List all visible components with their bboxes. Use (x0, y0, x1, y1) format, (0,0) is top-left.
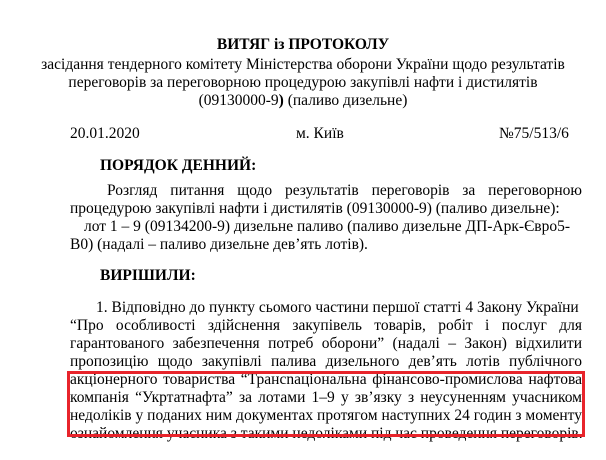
agenda-line: Розгляд питання щодо результатів переговорів за переговорною (107, 182, 582, 199)
document-place: м. Київ (296, 125, 344, 142)
decision-line-highlighted: компанія “Укртатнафта” за лотами 1–9 у зв’язку з неусуненням учасником (70, 389, 582, 406)
decision-line: 1. Відповідно до пункту сьомого частини першої статті 4 Закону України (96, 299, 579, 316)
agenda-line: процедурою закупівлі нафти і дистилятів (09130000-9) (паливо дизельне): (70, 200, 560, 217)
decision-line: пропозицію щодо закупівлі палива дизельного дев’ять лотів публічного (70, 353, 582, 370)
document-number: №75/513/6 (499, 125, 569, 142)
decision-line-highlighted: недоліків у поданих ним документах протягом наступних 24 годин з моменту (70, 407, 582, 424)
decision-heading: ВИРІШИЛИ: (100, 267, 196, 284)
agenda-line: лот 1 – 9 (09134200-9) дизельне паливо (паливо дизельне ДП-Арк-Євро5- (84, 218, 571, 235)
agenda-line: В0) (надалі – паливо дизельне дев’ять лотів). (70, 236, 368, 253)
document-subtitle-line-2: переговорів за переговорною процедурою закупівлі нафти і дистилятів (68, 74, 538, 91)
document-subtitle-line-1: засідання тендерного комітету Міністерства оборони України щодо результатів (41, 56, 565, 73)
document-subtitle-line-3: (09130000-9) (паливо дизельне) (198, 92, 408, 109)
document-title: ВИТЯГ із ПРОТОКОЛУ (216, 36, 390, 53)
agenda-heading: ПОРЯДОК ДЕННИЙ: (100, 157, 257, 174)
decision-line: “Про особливості здійснення закупівель товарів, робіт і послуг для (70, 317, 582, 334)
document-date: 20.01.2020 (70, 125, 140, 142)
highlight-box (67, 371, 585, 437)
decision-line-highlighted: ознайомлення учасника з такими недоліками під час проведення переговорів. (70, 425, 583, 442)
decision-line: акціонерного товариства “Трансnаціональна фінансово-промислова нафтова (70, 371, 582, 388)
decision-line: гарантованого забезпечення потреб оборони” (надалі – Закон) відхилити (70, 335, 582, 352)
